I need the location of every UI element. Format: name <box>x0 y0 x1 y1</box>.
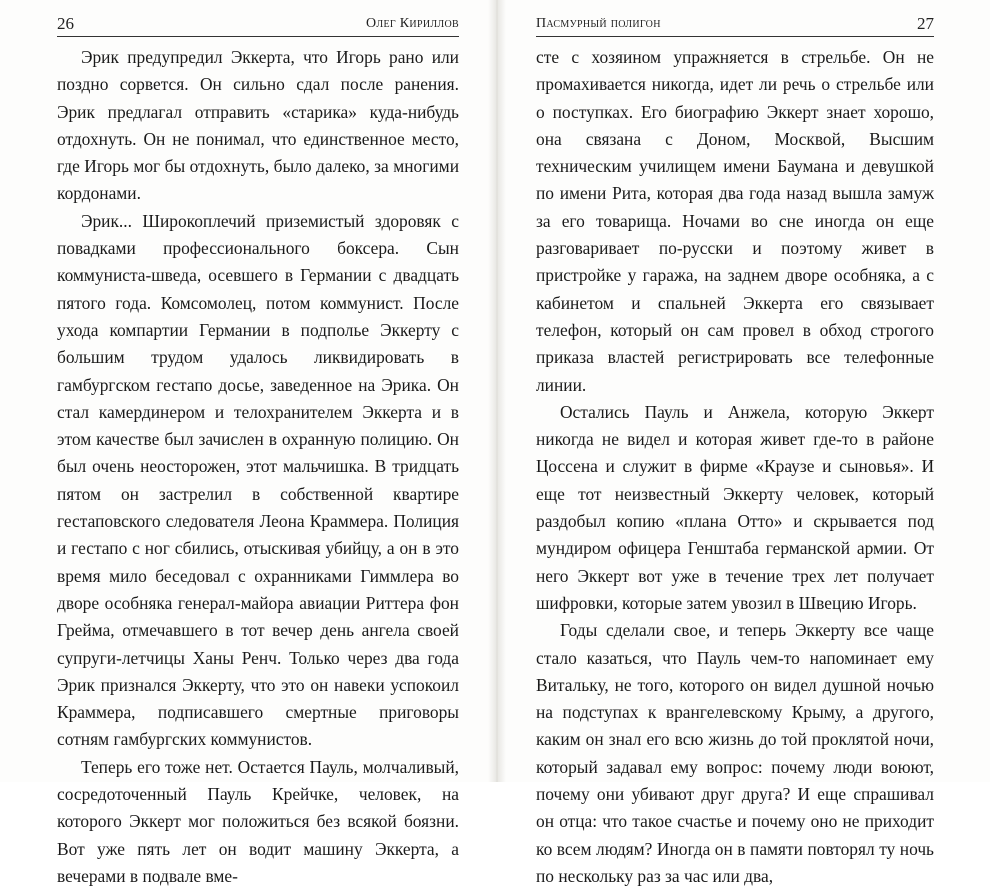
right-page-number: 27 <box>917 14 934 33</box>
left-page-number: 26 <box>57 14 74 33</box>
right-running-head <box>536 12 934 37</box>
left-page <box>57 0 459 886</box>
right-paragraph-2: Остались Пауль и Анжела, которую Эккерт никогда не видел и которая живет где-то в районе Цоссена и служит в фирме «Краузе и сыновья». И еще тот неизвестный Эккерту человек, который раздобыл копию «плана Отто» и скрывается под мундиром офицера Генштаба германской армии. От него Эккерт вот уже в течение трех лет получает шифровки, которые затем увозил в Швецию Игорь. <box>536 401 934 613</box>
left-paragraph-1: Эрик предупредил Эккерта, что Игорь рано или поздно сорвется. Он сильно сдал после ранения. Эрик предлагал отправить «старика» куда-нибудь отдохнуть. Он не понимал, что единственное место, где Игорь мог бы отдохнуть, было далеко, за многими кордонами. <box>57 47 459 204</box>
right-paragraph-3: Годы сделали свое, и теперь Эккерту все чаще стало казаться, что Пауль чем-то напоминает ему Витальку, не того, которого он видел душной ночью на подступах к врангелевскому Крыму, а другого, каким он знал его всю жизнь до той проклятой ночи, который задавал ему вопрос: почему люди воюют, почему они убивают друг друга? И еще спрашивал он отца: что такое счастье и почему оно не приходит ко всем людям? Иногда он в памяти повторял ту ночь по нескольку раз за час или два, <box>536 620 934 886</box>
right-body-text <box>536 44 934 890</box>
book-gutter <box>488 0 506 782</box>
left-paragraph-3: Теперь его тоже нет. Остается Пауль, молчаливый, сосредоточенный Пауль Крейчке, человек, на которого Эккерт мог положиться без всякой боязни. Вот уже пять лет он водит машину Эккерта, а вечерами в подвале вме- <box>57 756 459 886</box>
left-running-head-author: Олег Кириллов <box>366 16 459 31</box>
right-running-head-title: Пасмурный полигон <box>536 16 661 31</box>
left-body-text <box>57 44 459 890</box>
right-page <box>536 0 934 886</box>
right-paragraph-1: сте с хозяином упражняется в стрельбе. Он не промахивается никогда, идет ли речь о стрельбе или о поступках. Его биографию Эккерт знает хорошо, она связана с Доном, Москвой, Высшим техническим училищем имени Баумана и девушкой по имени Рита, которая два года назад вышла замуж за его товарища. Ночами во сне иногда он еще разговаривает по-русски и поэтому живет в пристройке у гаража, на заднем дворе особняка, а с кабинетом и спальней Эккерта его связывает телефон, который он сам провел в обход строгого приказа властей регистрировать все телефонные линии. <box>536 47 934 395</box>
left-running-head <box>57 12 459 37</box>
left-paragraph-2: Эрик... Широкоплечий приземистый здоровяк с повадками профессионального боксера. Сын коммуниста-шведа, осевшего в Германии с двадцать пятого года. Комсомолец, потом коммунист. После ухода компартии Германии в подполье Эккерту с большим трудом удалось ликвидировать в гамбургском гестапо досье, заведенное на Эрика. Он стал камердинером и телохранителем Эккерта и в этом качестве был зачислен в охранную полицию. Он был очень неосторожен, этот мальчишка. В тридцать пятом он застрелил в собственной квартире гестаповского следователя Леона Краммера. Полиция и гестапо с ног сбились, отыскивая убийцу, а он в это время мило беседовал с охранниками Гиммлера во дворе особняка генерал-майора авиации Риттера фон Грейма, отмечавшего в тот вечер день ангела своей супруги-летчицы Ханы Ренч. Только через два года Эрик признался Эккерту, что это он навеки успокоил Краммера, подписавшего смертные приговоры сотням гамбургских коммунистов. <box>57 210 459 750</box>
